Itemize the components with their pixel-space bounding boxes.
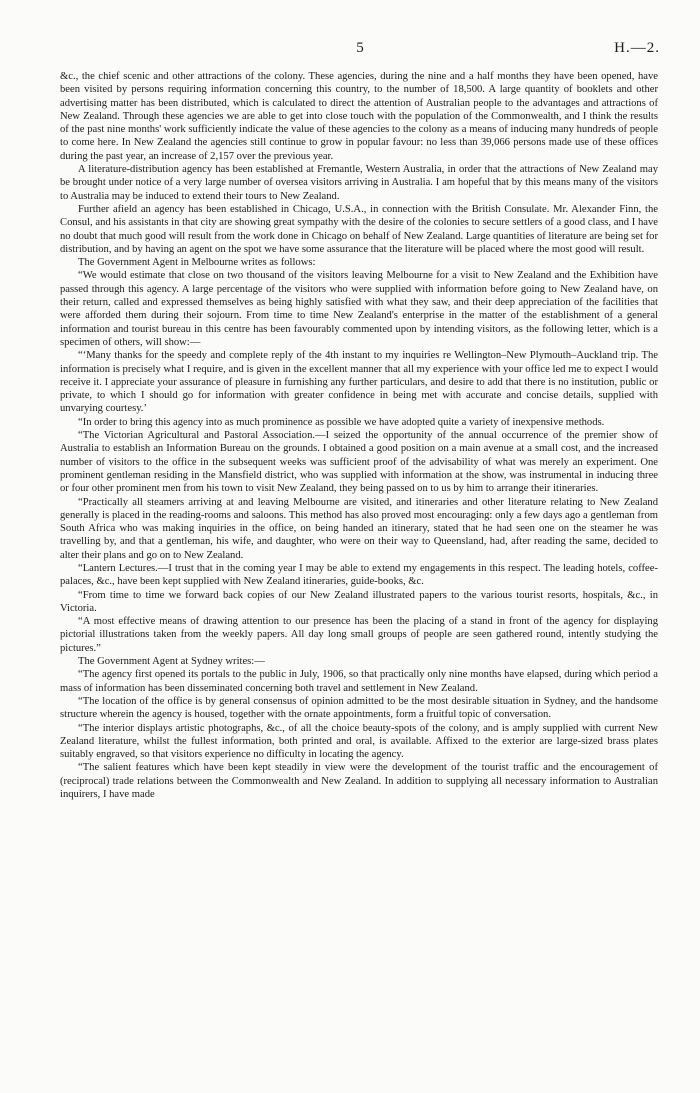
quoted-paragraph: “We would estimate that close on two thousand of the visitors leaving Melbourne for a visit to New Zealand and the Exhibition have passed through this agency. A large percentage of the visitors who were supplied with information before going to New Zealand have, on their return, called and expressed themselves as being highly satisfied with what they saw, and their deep appreciation of the facilities that were afforded them during their sojourn. From time to time New Zealand's enterprise in the matter of the establishment of a general information and tourist bureau in this centre has been favourably commented upon by intending visitors, as the following letter, which is a specimen of others, will show:— — [60, 270, 658, 348]
page-header — [60, 40, 660, 60]
page-body — [60, 70, 658, 801]
quoted-paragraph: “The agency first opened its portals to the public in July, 1906, so that practically only nine months have elapsed, during which period a mass of information has been disseminated concerning both travel and settlement in New Zealand. — [60, 669, 658, 694]
quoted-paragraph: “The salient features which have been kept steadily in view were the development of the tourist traffic and the encouragement of (reciprocal) trade relations between the Commonwealth and New Zealand. In addition to supplying all necessary information to Australian inquirers, I have made — [60, 762, 658, 801]
quoted-paragraph: “The interior displays artistic photographs, &c., of all the choice beauty-spots of the colony, and is amply supplied with current New Zealand literature, whilst the fullest information, both printed and oral, is available. Affixed to the exterior are large-sized brass plates suitably engraved, so that visitors experience no difficulty in locating the agency. — [60, 722, 658, 761]
quoted-paragraph: “In order to bring this agency into as much prominence as possible we have adopted quite a variety of inexpensive methods. — [78, 416, 605, 428]
paragraph: &c., the chief scenic and other attractions of the colony. These agencies, during the nine and a half months they have been opened, have been visited by persons requiring information concerning this country, to the number of 18,500. A large quantity of booklets and other advertising matter has been distributed, which is calculated to direct the attention of Australian people to the advantages and attractions of New Zealand. Through these agencies we are able to get into close touch with the population of the Commonwealth, and I think the results of the past nine months' work sufficiently indicate the value of these agencies to the colony as a means of inducing many hundreds of people to come here. In New Zealand the agencies still continue to grow in popular favour: no less than 39,066 persons made use of these offices during the past year, an increase of 2,157 over the previous year. — [60, 71, 658, 162]
document-reference: H.—2. — [614, 40, 660, 56]
quoted-paragraph: “The location of the office is by general consensus of opinion admitted to be the most desirable situation in Sydney, and the handsome structure wherein the agency is housed, together with the ornate appointments, form a fruitful topic of conversation. — [60, 695, 658, 721]
quoted-paragraph: “Lantern Lectures.—I trust that in the coming year I may be able to extend my engagements in this respect. The leading hotels, coffee-palaces, &c., have been kept supplied with New Zealand itineraries, guide-books, &c. — [60, 562, 658, 588]
quoted-paragraph: “Practically all steamers arriving at and leaving Melbourne are visited, and itineraries and other literature relating to New Zealand generally is placed in the reading-rooms and saloons. This method has also proved most encouraging: only a few days ago a gentleman from South Africa who was making inquiries in the office, on being handed an itinerary, stated that he had seen one on the steamer he was travelling by, and that a gentleman, his wife, and daughter, who were on their way to Queensland, had, after reading the same, decided to alter their plans and go on to New Zealand. — [60, 496, 658, 561]
quoted-paragraph: “From time to time we forward back copies of our New Zealand illustrated papers to the various tourist resorts, hospitals, &c., in Victoria. — [60, 589, 658, 614]
quoted-paragraph: “A most effective means of drawing attention to our presence has been the placing of a stand in front of the agency for displaying pictorial illustrations taken from the weekly papers. All day long small groups of people are seen gathered round, intently studying the pictures.” — [60, 616, 658, 654]
paragraph: The Government Agent at Sydney writes:— — [78, 656, 265, 668]
paragraph: A literature-distribution agency has been established at Fremantle, Western Australia, in order that the attractions of New Zealand may be brought under notice of a very large number of oversea visitors arriving in Australia. I am hopeful that by this means many of the visitors to Australia may be induced to extend their tours to New Zealand. — [60, 164, 658, 202]
quoted-paragraph: “The Victorian Agricultural and Pastoral Association.—I seized the opportunity of the annual occurrence of the premier show of Australia to establish an Information Bureau on the grounds. I obtained a good position on a main avenue at a small cost, and the increased number of visitors to the office in the subsequent weeks was sufficient proof of the advisability of what was merely an experiment. One prominent gentleman residing in the Mansfield district, who was supplied with information at the show, was instrumental in inducing three or four other prominent men from his town to visit New Zealand, they being passed on to us by him to arrange their itineraries. — [60, 430, 658, 495]
paragraph: The Government Agent in Melbourne writes as follows: — [78, 257, 316, 269]
paragraph: Further afield an agency has been established in Chicago, U.S.A., in connection with the British Consulate. Mr. Alexander Finn, the Consul, and his assistants in that city are showing great sympathy with the desire of the colonies to secure settlers of a good class, and I have no doubt that much good will result from the work done in Chicago on behalf of New Zealand. Large quantities of literature are being set for distribution, and by having an agent on the spot we have some assurance that the literature will be placed where the most good will result. — [60, 203, 658, 255]
page-number: 5 — [356, 40, 364, 56]
quoted-letter: “‘Many thanks for the speedy and complete reply of the 4th instant to my inquiries re Wellington–New Plymouth–Auckland trip. The information is precisely what I require, and is given in the excellent manner that all my experience with your office led me to expect I would receive it. I appreciate your assurance of pleasure in furnishing any further particulars, and desire to add that there is no institution, public or private, to which I should go for information with greater confidence in being met with accurate and concise details, supplied with unvarying courtesy.’ — [60, 350, 658, 415]
